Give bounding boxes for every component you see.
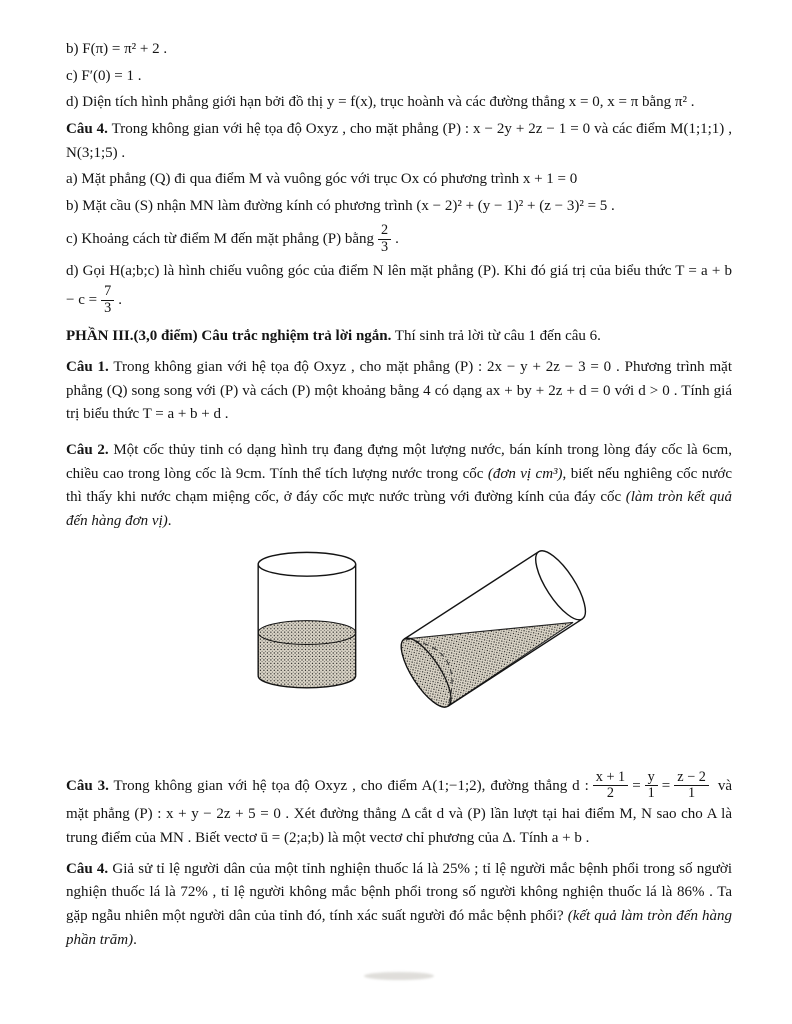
part3-question3 <box>66 769 732 851</box>
part3-question2-text: Một cốc thủy tinh có dạng hình trụ đang đựng một lượng nước, bán kính trong lòng đáy cốc là 6cm, chiều cao trong lòng cốc là 9cm. Tính thể tích lượng nước trong cốc <box>66 442 732 482</box>
part3-question3-label: Câu 3. <box>66 777 109 794</box>
part3-question4-label: Câu 4. <box>66 860 109 877</box>
upright-glass-rim <box>258 552 356 576</box>
equals-sign: = <box>632 777 641 794</box>
part3-question4-note-rounding: (kết quả làm tròn đến hàng phần trăm) <box>66 908 732 948</box>
item-c-period: . <box>395 230 399 247</box>
fraction-seven-thirds <box>101 284 114 317</box>
fraction-denominator: 1 <box>647 785 655 802</box>
part3-question2-period: . <box>167 513 172 530</box>
part3-question1 <box>66 356 732 427</box>
item-d-period: . <box>118 292 122 309</box>
statement-d-text: d) Diện tích hình phẳng giới hạn bởi đồ thị y = f(x), trục hoành và các đường thẳng x = 0, x = π bằng π² . <box>66 94 695 111</box>
fraction-denominator: 3 <box>381 238 389 255</box>
statement-c <box>66 65 732 89</box>
item-c-text: c) Khoảng cách từ điểm M đến mặt phẳng (P) bằng <box>66 230 375 247</box>
statement-b <box>66 38 732 62</box>
part2-question4 <box>66 118 732 165</box>
figure-cylinders <box>66 548 732 725</box>
part3-question2 <box>66 439 732 534</box>
fraction-two-thirds <box>378 223 391 256</box>
part3-question2-note-units: (đơn vị cm³) <box>487 465 563 482</box>
statement-b-text: b) F(π) = π² + 2 . <box>66 41 168 57</box>
part2-question4-item-a <box>66 168 732 192</box>
fraction-numerator: 7 <box>101 284 114 301</box>
fraction-numerator: y <box>645 770 658 787</box>
part2-question4-item-b <box>66 195 732 219</box>
part2-question4-item-c <box>66 222 732 257</box>
item-b-text: b) Mặt cầu (S) nhận MN làm đường kính có phương trình (x − 2)² + (y − 1)² + (z − 3)² = 5 . <box>66 198 615 215</box>
part2-question4-text: Trong không gian với hệ tọa độ Oxyz , cho mặt phẳng (P) : x − 2y + 2z − 1 = 0 và các điểm M(1;1;1) , N(3;1;5) . <box>66 121 732 161</box>
scan-smudge <box>364 972 434 980</box>
item-d-text: d) Gọi H(a;b;c) là hình chiếu vuông góc của điểm N lên mặt phẳng (P). Khi đó giá trị của biểu thức T = a + b − c = <box>66 262 732 309</box>
fraction-y-over-1 <box>645 770 658 803</box>
part3-header <box>66 325 732 349</box>
fraction-denominator: 1 <box>688 785 696 802</box>
part3-question2-note-rounding: (làm tròn kết quả đến hàng đơn vị) <box>66 489 732 530</box>
part3-question4-text: Giả sử tỉ lệ người dân của một tỉnh nghiện thuốc lá là 25% ; tỉ lệ người mắc bệnh phổi trong số người nghiện thuốc lá là 72% , tỉ lệ người không mắc bệnh phổi trong số người không nghiện thuốc lá là 86% . Ta gặp ngẫu nhiên một người dân của tỉnh đó, tính xác suất người đó mắc bệnh phổi? <box>66 860 732 925</box>
fraction-z-minus-2-over-1 <box>674 770 709 803</box>
fraction-numerator: z − 2 <box>674 770 709 787</box>
part3-question1-text: Trong không gian với hệ tọa độ Oxyz , cho mặt phẳng (P) : 2x − y + 2z − 3 = 0 . Phương trình mặt phẳng (Q) song song với (P) và cách (P) một khoảng bằng 4 có dạng ax + by + 2z + d = 0 với d > 0 . Tính giá trị biểu thức T = a + b + d . <box>66 359 732 423</box>
part3-question4 <box>66 858 732 953</box>
tilted-glass <box>392 548 594 714</box>
part3-header-note: Thí sinh trả lời từ câu 1 đến câu 6. <box>391 328 601 345</box>
fraction-numerator: x + 1 <box>593 770 628 787</box>
upright-glass-water-surface <box>258 620 356 644</box>
part3-question1-label: Câu 1. <box>66 359 109 375</box>
part3-question4-period: . <box>133 931 137 948</box>
part3-question3-text2: và mặt phẳng (P) : x + y − 2z + 5 = 0 . Xét đường thẳng Δ cắt d và (P) lần lượt tại hai điểm M, N sao cho A là trung điểm của MN . Biết vectơ ū = (2;a;b) là một vectơ chỉ phương của Δ. Tính a + b . <box>66 777 732 847</box>
fraction-denominator: 3 <box>104 300 112 317</box>
fraction-denominator: 2 <box>606 785 615 802</box>
item-a-text: a) Mặt phẳng (Q) đi qua điểm M và vuông góc với trục Ox có phương trình x + 1 = 0 <box>66 171 578 188</box>
upright-glass <box>258 552 356 687</box>
part3-question2-text2: , biết nếu nghiêng cốc nước thì thấy khi nước chạm miệng cốc, ở đáy cốc mực nước trùng với đường kính của đáy cốc <box>66 465 732 506</box>
fraction-numerator: 2 <box>378 223 391 240</box>
part2-question4-label: Câu 4. <box>66 121 108 138</box>
part2-question4-item-d <box>66 260 732 319</box>
equals-sign: = <box>661 777 671 794</box>
fraction-x-plus-1-over-2 <box>593 770 628 803</box>
cylinders-illustration <box>204 548 594 716</box>
part3-question3-text: Trong không gian với hệ tọa độ Oxyz , cho điểm A(1;−1;2), đường thẳng d : <box>108 777 589 794</box>
part3-header-title: PHẦN III.(3,0 điểm) Câu trắc nghiệm trả lời ngắn. <box>66 328 392 345</box>
tilted-glass-side-upper <box>404 551 538 638</box>
part3-question2-label: Câu 2. <box>66 442 109 459</box>
statement-c-text: c) F′(0) = 1 . <box>66 67 142 84</box>
tilted-glass-rim <box>527 548 594 627</box>
statement-d <box>66 91 732 115</box>
